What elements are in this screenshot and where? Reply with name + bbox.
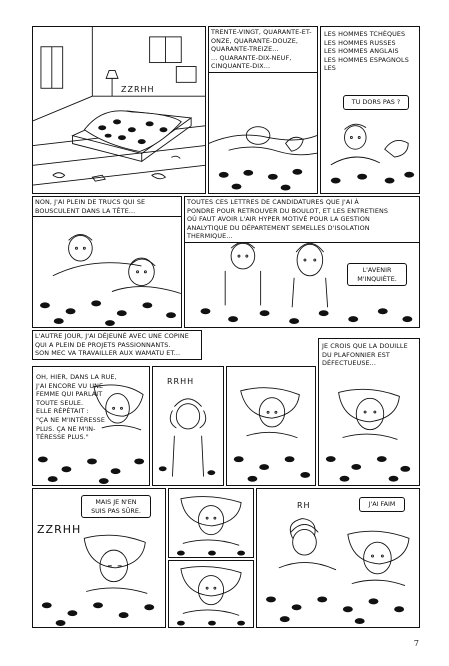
- woman-face-illustration-top: [169, 489, 253, 557]
- panel-woman-bottom: [168, 560, 254, 628]
- woman-face-illustration-bottom: [169, 561, 253, 627]
- panel-anxious: [184, 196, 420, 328]
- panel-man-groaning: [152, 366, 224, 486]
- snoring-sound-effect: ZZRHH: [37, 523, 82, 536]
- panel-woman-awake: [226, 366, 316, 486]
- tu-dors-pas-speech-bubble: TU DORS PAS ?: [343, 95, 409, 110]
- panel-bedroom-wide: [32, 26, 206, 194]
- street-woman-caption: OH, HIER, DANS LA RUE, J'AI ENCORE VU UNE FEMME QUI PARLAIT TOUTE SEULE. ELLE RÉPÉTAIT : "ÇA NE M'INTÉRESSE PLUS. ÇA NE M'IN- TÉRESSE PLUS.": [36, 373, 117, 442]
- woman-in-bed-illustration: [227, 367, 315, 485]
- pensive-caption: NON, J'AI PLEIN DE TRUCS QUI SE BOUSCULENT DANS LA TÊTE...: [33, 197, 182, 217]
- panel-street-woman: [32, 366, 150, 486]
- panel-counting: [208, 26, 318, 194]
- panel-tu-dors-pas: [320, 26, 420, 194]
- men-list-caption: LES HOMMES TCHÈQUES LES HOMMES RUSSES LES HOMMES ANGLAIS LES HOMMES ESPAGNOLS LES: [324, 30, 409, 73]
- panel-not-sure: [32, 488, 166, 628]
- not-sure-speech-bubble: MAIS JE N'EN SUIS PAS SÛRE.: [81, 495, 151, 518]
- ceiling-light-caption: JE CROIS QUE LA DOUILLE DU PLAFONNIER EST DÉFECTUEUSE...: [322, 342, 408, 368]
- lunch-with-friend-caption: L'AUTRE JOUR, J'AI DÉJEUNÉ AVEC UNE COPINE QUI A PLEIN DE PROJETS PASSIONNANTS. SON MEC VA TRAVAILLER AUX WAMATU ET...: [32, 330, 202, 360]
- future-worries-speech-bubble: L'AVENIR M'INQUIÈTE.: [347, 263, 407, 286]
- hungry-speech-bubble: J'AI FAIM: [359, 497, 405, 512]
- rh-sound-effect: RH: [297, 501, 311, 510]
- panel-pensive: [32, 196, 182, 328]
- counting-caption: TRENTE-VINGT, QUARANTE-ET- ONZE, QUARANTE-DOUZE, QUARANTE-TREIZE... ... QUARANTE-DIX-NEUF, CINQUANTE-DIX...: [209, 27, 318, 73]
- panel-hungry: [256, 488, 420, 628]
- snore-sound-effect: ZZRHH: [121, 85, 155, 94]
- panel-woman-top: [168, 488, 254, 558]
- panel-ceiling-light: [318, 338, 420, 486]
- page-number: 7: [413, 639, 419, 648]
- groan-sound-effect: RRHH: [167, 377, 195, 386]
- bedroom-illustration: [33, 27, 205, 193]
- job-applications-caption: TOUTES CES LETTRES DE CANDIDATURES QUE J'AI À PONDRE POUR RETROUVER DU BOULOT, ET LES ENTRETIENS OÙ FAUT AVOIR L'AIR HYPER MOTIVÉ POUR LA GESTION ANALYTIQUE DU DÉPARTEMENT SEMELLES D'ISOLATION THERMIQUE...: [185, 197, 420, 243]
